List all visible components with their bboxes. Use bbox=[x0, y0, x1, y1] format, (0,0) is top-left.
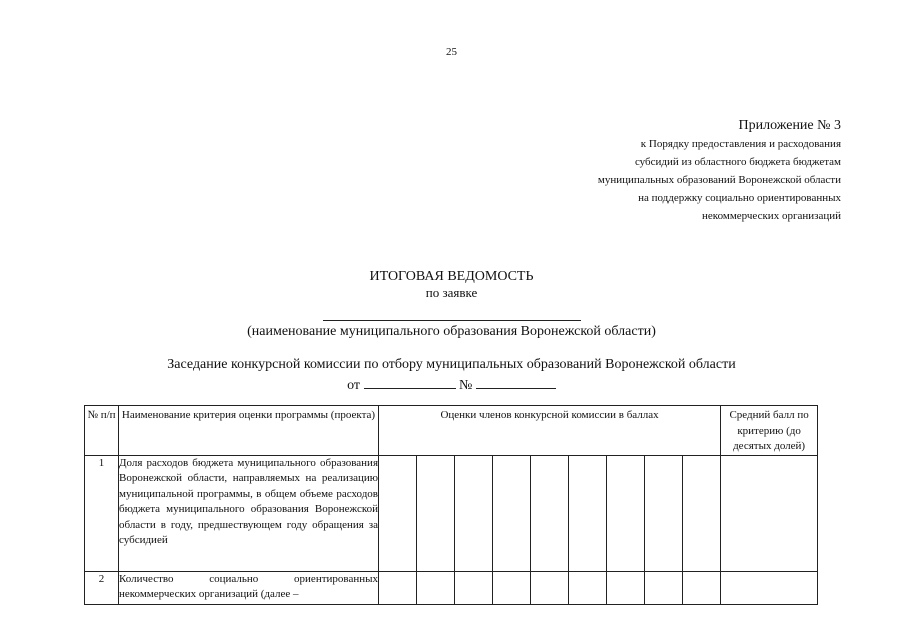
average-cell[interactable] bbox=[721, 571, 818, 604]
date-blank bbox=[364, 374, 456, 389]
number-prefix: № bbox=[459, 378, 473, 393]
row-num: 2 bbox=[85, 571, 119, 604]
document-subtitle: по заявке bbox=[425, 285, 478, 300]
annex-line: к Порядку предоставления и расходования bbox=[640, 138, 841, 150]
document-title: ИТОГОВАЯ ВЕДОМОСТЬ bbox=[369, 269, 534, 284]
score-cell[interactable] bbox=[569, 455, 607, 571]
score-cell[interactable] bbox=[531, 455, 569, 571]
scores-table bbox=[84, 405, 818, 605]
page-number: 25 bbox=[446, 46, 457, 58]
annex-line: на поддержку социально ориентированных bbox=[638, 192, 841, 204]
score-cell[interactable] bbox=[493, 571, 531, 604]
meeting-line: Заседание конкурсной комиссии по отбору муниципальных образований Воронежской области bbox=[167, 357, 736, 372]
header-criterion: Наименование критерия оценки программы (проекта) bbox=[119, 406, 379, 456]
date-prefix: от bbox=[347, 378, 361, 393]
table-header-row bbox=[85, 406, 818, 456]
score-cell[interactable] bbox=[493, 455, 531, 571]
municipality-name-blank bbox=[323, 300, 581, 321]
average-cell[interactable] bbox=[721, 455, 818, 571]
score-cell[interactable] bbox=[531, 571, 569, 604]
annex-line: некоммерческих организаций bbox=[702, 210, 841, 222]
annex-block bbox=[598, 117, 841, 225]
table-row bbox=[85, 455, 818, 571]
annex-line: субсидий из областного бюджета бюджетам bbox=[634, 156, 841, 168]
row-criterion: Количество социально ориентированных некоммерческих организаций (далее – bbox=[119, 571, 379, 604]
number-blank bbox=[476, 374, 556, 389]
score-cell[interactable] bbox=[645, 571, 683, 604]
annex-line: муниципальных образований Воронежской области bbox=[597, 174, 841, 186]
score-cell[interactable] bbox=[417, 571, 455, 604]
header-scores: Оценки членов конкурсной комиссии в баллах bbox=[379, 406, 721, 456]
score-cell[interactable] bbox=[607, 571, 645, 604]
title-block bbox=[0, 268, 903, 394]
municipality-name-caption: (наименование муниципального образования Воронежской области) bbox=[247, 324, 656, 339]
row-num: 1 bbox=[85, 455, 119, 571]
score-cell[interactable] bbox=[417, 455, 455, 571]
score-cell[interactable] bbox=[379, 455, 417, 571]
date-number-line bbox=[0, 374, 903, 394]
score-cell[interactable] bbox=[455, 571, 493, 604]
header-average: Средний балл по критерию (до десятых долей) bbox=[721, 406, 818, 456]
score-cell[interactable] bbox=[569, 571, 607, 604]
header-num: № п/п bbox=[85, 406, 119, 456]
score-cell[interactable] bbox=[645, 455, 683, 571]
score-cell[interactable] bbox=[455, 455, 493, 571]
row-criterion: Доля расходов бюджета муниципального образования Воронежской области, направляемых на реализацию муниципальной программы, в общем объеме расходов бюджета муниципального образования Воронежской области в году, предшествующем году обращения за субсидией bbox=[119, 455, 379, 571]
score-cell[interactable] bbox=[607, 455, 645, 571]
score-cell[interactable] bbox=[683, 455, 721, 571]
score-cell[interactable] bbox=[379, 571, 417, 604]
table-row bbox=[85, 571, 818, 604]
annex-title: Приложение № 3 bbox=[738, 118, 841, 133]
score-cell[interactable] bbox=[683, 571, 721, 604]
